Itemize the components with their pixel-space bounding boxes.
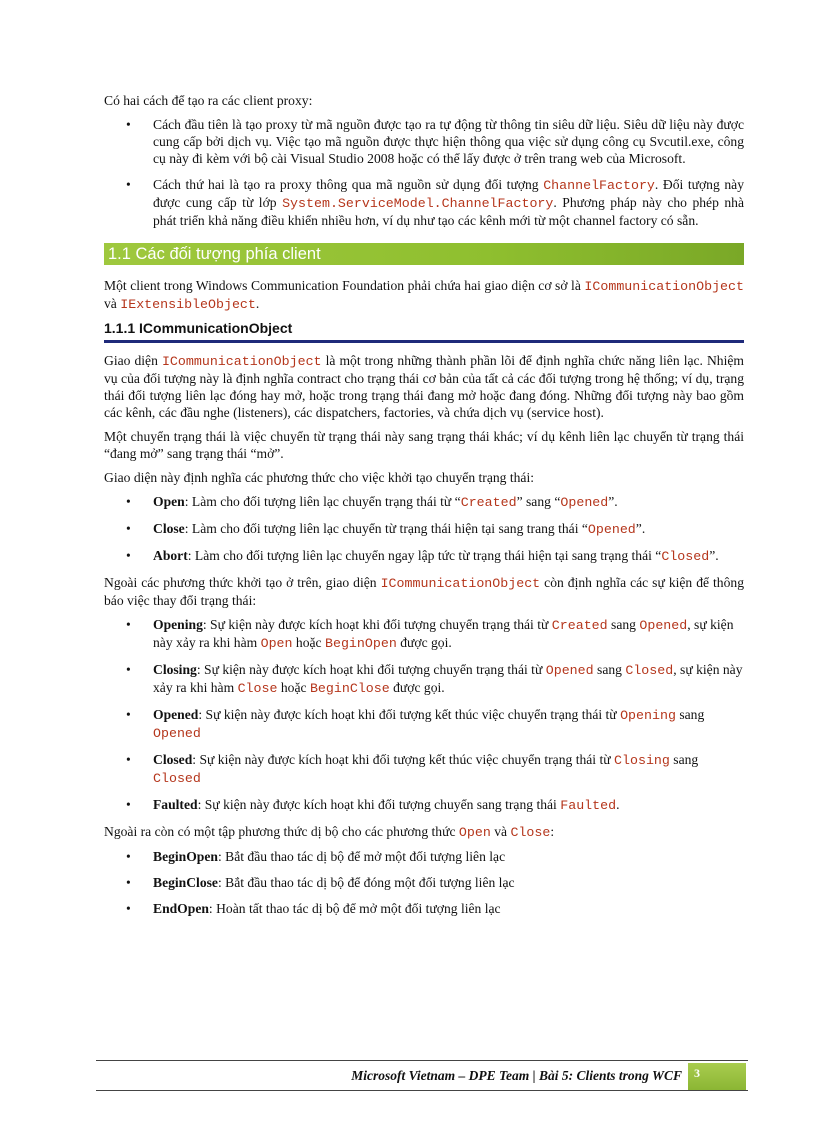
list-item: • BeginOpen: Bắt đầu thao tác dị bộ để mở một đối tượng liên lạc [126,849,506,864]
methods-list [104,493,744,565]
events-list [104,616,744,814]
bullet: • [126,177,131,192]
page-number: 3 [688,1063,746,1090]
bullet: • [126,117,131,132]
list-item: • Opening: Sự kiện này được kích hoạt khi đối tượng chuyển trạng thái từ Created sang Opened, sự kiện này xảy ra khi hàm Open hoặc BeginOpen được gọi. [126,617,734,651]
code-channelfactory: ChannelFactory [543,178,655,193]
paragraph: Ngoài ra còn có một tập phương thức dị bộ cho các phương thức Open và Close: [104,824,555,840]
list-item: • Faulted: Sự kiện này được kích hoạt khi đối tượng chuyển sang trạng thái Faulted. [126,797,620,813]
code-system-servicemodel: System.ServiceModel.ChannelFactory [282,196,554,211]
list-item: • BeginClose: Bắt đầu thao tác dị bộ để đóng một đối tượng liên lạc [126,875,515,890]
paragraph: Một chuyển trạng thái là việc chuyển từ trạng thái này sang trạng thái khác; ví dụ kênh liên lạc chuyển từ trạng thái “đang mở” sang trạng thái “mở”. [104,429,744,461]
list-item: • Abort: Làm cho đối tượng liên lạc chuyển ngay lập tức từ trạng thái hiện tại sang trạng thái “Closed”. [126,548,719,564]
list-item: • Closing: Sự kiện này được kích hoạt khi đối tượng chuyển trạng thái từ Opened sang Closed, sự kiện này xảy ra khi hàm Close hoặc BeginClose được gọi. [126,662,743,696]
section-heading-1-1-1: 1.1.1 ICommunicationObject [104,320,744,343]
footer-title: Microsoft Vietnam – DPE Team | Bài 5: Clients trong WCF [351,1068,682,1083]
async-methods-list [104,848,744,917]
list-item: • Close: Làm cho đối tượng liên lạc chuyển từ trạng thái hiện tại sang trang thái “Opened”. [126,521,646,537]
footer-divider [96,1090,748,1091]
list-item: • Cách thứ hai là tạo ra proxy thông qua mã nguồn sử dụng đối tượng ChannelFactory. Đối tượng này được cung cấp từ lớp System.ServiceModel.ChannelFactory. Phương pháp này cho phép nhà phát triển khả năng điều khiển nhiều hơn, ví dụ như tạo các kênh mới từ một channel factory có sẵn. [126,177,745,228]
section-intro-paragraph: Một client trong Windows Communication Foundation phải chứa hai giao diện cơ sở là ICommunicationObject và IExtensibleObject. [104,278,744,312]
paragraph: Ngoài các phương thức khởi tạo ở trên, giao diện ICommunicationObject còn định nghĩa các sự kiện để thông báo việc thay đổi trạng thái: [104,575,744,608]
list-item: • Opened: Sự kiện này được kích hoạt khi đối tượng kết thúc việc chuyển trạng thái từ Opening sang Opened [126,707,705,741]
document-page [104,92,744,926]
page-footer [96,1060,748,1088]
list-item: • Cách đầu tiên là tạo proxy từ mã nguồn được tạo ra tự động từ thông tin siêu dữ liệu. Siêu dữ liệu này được cung cấp bởi dịch vụ. Việc tạo mã nguồn được thực hiện thông qua việc sử dụng công cụ Svcutil.exe, công cụ này đi kèm với bộ cài Visual Studio 2008 hoặc có thể lấy được ở trên trang web của Microsoft. [126,117,744,166]
proxy-list [104,116,744,229]
section-heading-1-1: 1.1 Các đối tượng phía client [104,243,744,265]
list-item: • Open: Làm cho đối tượng liên lạc chuyển trạng thái từ “Created” sang “Opened”. [126,494,618,510]
list-item: • Closed: Sự kiện này được kích hoạt khi đối tượng kết thúc việc chuyển trạng thái từ Closing sang Closed [126,752,699,786]
intro-paragraph: Có hai cách để tạo ra các client proxy: [104,93,313,108]
paragraph: Giao diện ICommunicationObject là một trong những thành phần lõi để định nghĩa chức năng liên lạc. Nhiệm vụ của đối tượng này là định nghĩa contract cho trạng thái cơ bản của tất cả các đối tượng trong hệ thống; ví dụ, trạng thái đối tượng liên lạc đóng hay mở, hoặc trong trạng thái đang mở hoặc đang đóng. Những đối tượng này bao gồm các kênh, các đầu nghe (listeners), các dispatchers, factories, và chứa dịch vụ (service host). [104,353,744,420]
paragraph: Giao diện này định nghĩa các phương thức cho việc khởi tạo chuyển trạng thái: [104,470,535,485]
list-item: • EndOpen: Hoàn tất thao tác dị bộ để mở một đối tượng liên lạc [126,901,501,916]
